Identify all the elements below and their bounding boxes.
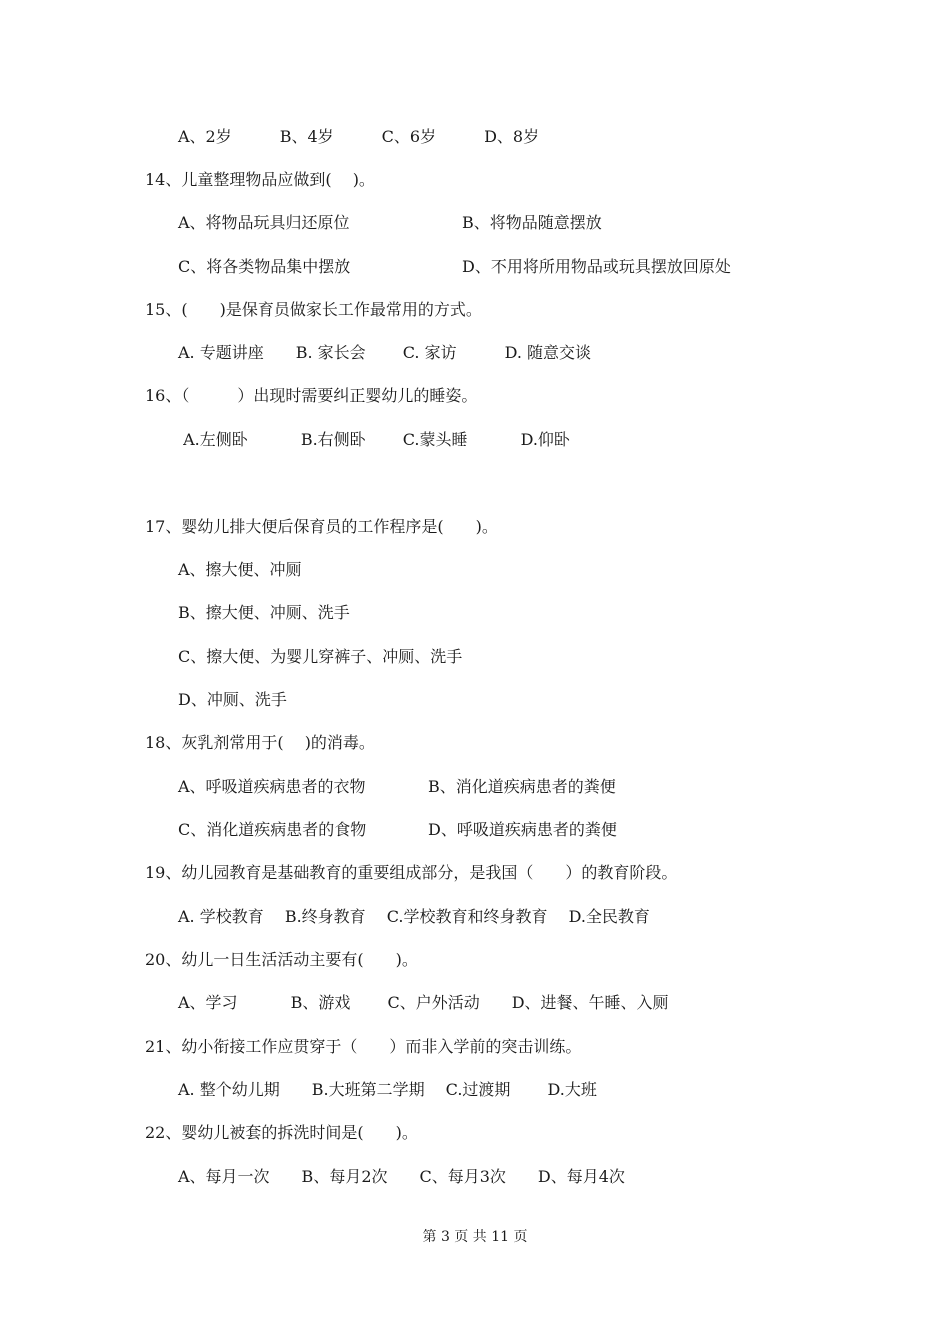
q18-option-d: D、呼吸道疾病患者的粪便 xyxy=(428,820,617,839)
q22-stem: 22、婴幼儿被套的拆洗时间是( )。 xyxy=(145,1123,418,1142)
q17-option-a: A、擦大便、冲厕 xyxy=(178,560,302,579)
q16-stem: 16、（ ）出现时需要纠正婴幼儿的睡姿。 xyxy=(145,386,478,405)
q17-option-c: C、擦大便、为婴儿穿裤子、冲厕、洗手 xyxy=(178,647,463,666)
q20-stem: 20、幼儿一日生活活动主要有( )。 xyxy=(145,950,418,969)
q14-stem: 14、儿童整理物品应做到( )。 xyxy=(145,170,375,189)
q18-option-a: A、呼吸道疾病患者的衣物 xyxy=(178,777,366,796)
q15-options: A. 专题讲座 B. 家长会 C. 家访 D. 随意交谈 xyxy=(178,343,592,362)
q14-option-a: A、将物品玩具归还原位 xyxy=(178,213,350,232)
q18-option-c: C、消化道疾病患者的食物 xyxy=(178,820,367,839)
q17-option-d: D、冲厕、洗手 xyxy=(178,690,287,709)
q18-stem: 18、灰乳剂常用于( )的消毒。 xyxy=(145,733,375,752)
q16-options: A.左侧卧 B.右侧卧 C.蒙头睡 D.仰卧 xyxy=(178,430,570,449)
q17-stem: 17、婴幼儿排大便后保育员的工作程序是( )。 xyxy=(145,517,498,536)
q14-option-d: D、不用将所用物品或玩具摆放回原处 xyxy=(462,257,731,276)
q20-options: A、学习 B、游戏 C、户外活动 D、进餐、午睡、入厕 xyxy=(178,993,669,1012)
q13-options: A、2岁 B、4岁 C、6岁 D、8岁 xyxy=(178,127,540,146)
q19-stem: 19、幼儿园教育是基础教育的重要组成部分，是我国（ ）的教育阶段。 xyxy=(145,863,678,882)
q14-option-c: C、将各类物品集中摆放 xyxy=(178,257,351,276)
page-number-footer: 第 3 页 共 11 页 xyxy=(422,1229,528,1245)
q22-options: A、每月一次 B、每月2次 C、每月3次 D、每月4次 xyxy=(178,1167,625,1186)
q19-options: A. 学校教育 B.终身教育 C.学校教育和终身教育 D.全民教育 xyxy=(178,907,650,926)
q14-option-b: B、将物品随意摆放 xyxy=(462,213,602,232)
q17-option-b: B、擦大便、冲厕、洗手 xyxy=(178,603,350,622)
q15-stem: 15、( )是保育员做家长工作最常用的方式。 xyxy=(145,300,482,319)
q21-options: A. 整个幼儿期 B.大班第二学期 C.过渡期 D.大班 xyxy=(178,1080,597,1099)
q18-option-b: B、消化道疾病患者的粪便 xyxy=(428,777,616,796)
q21-stem: 21、幼小衔接工作应贯穿于（ ）而非入学前的突击训练。 xyxy=(145,1037,582,1056)
